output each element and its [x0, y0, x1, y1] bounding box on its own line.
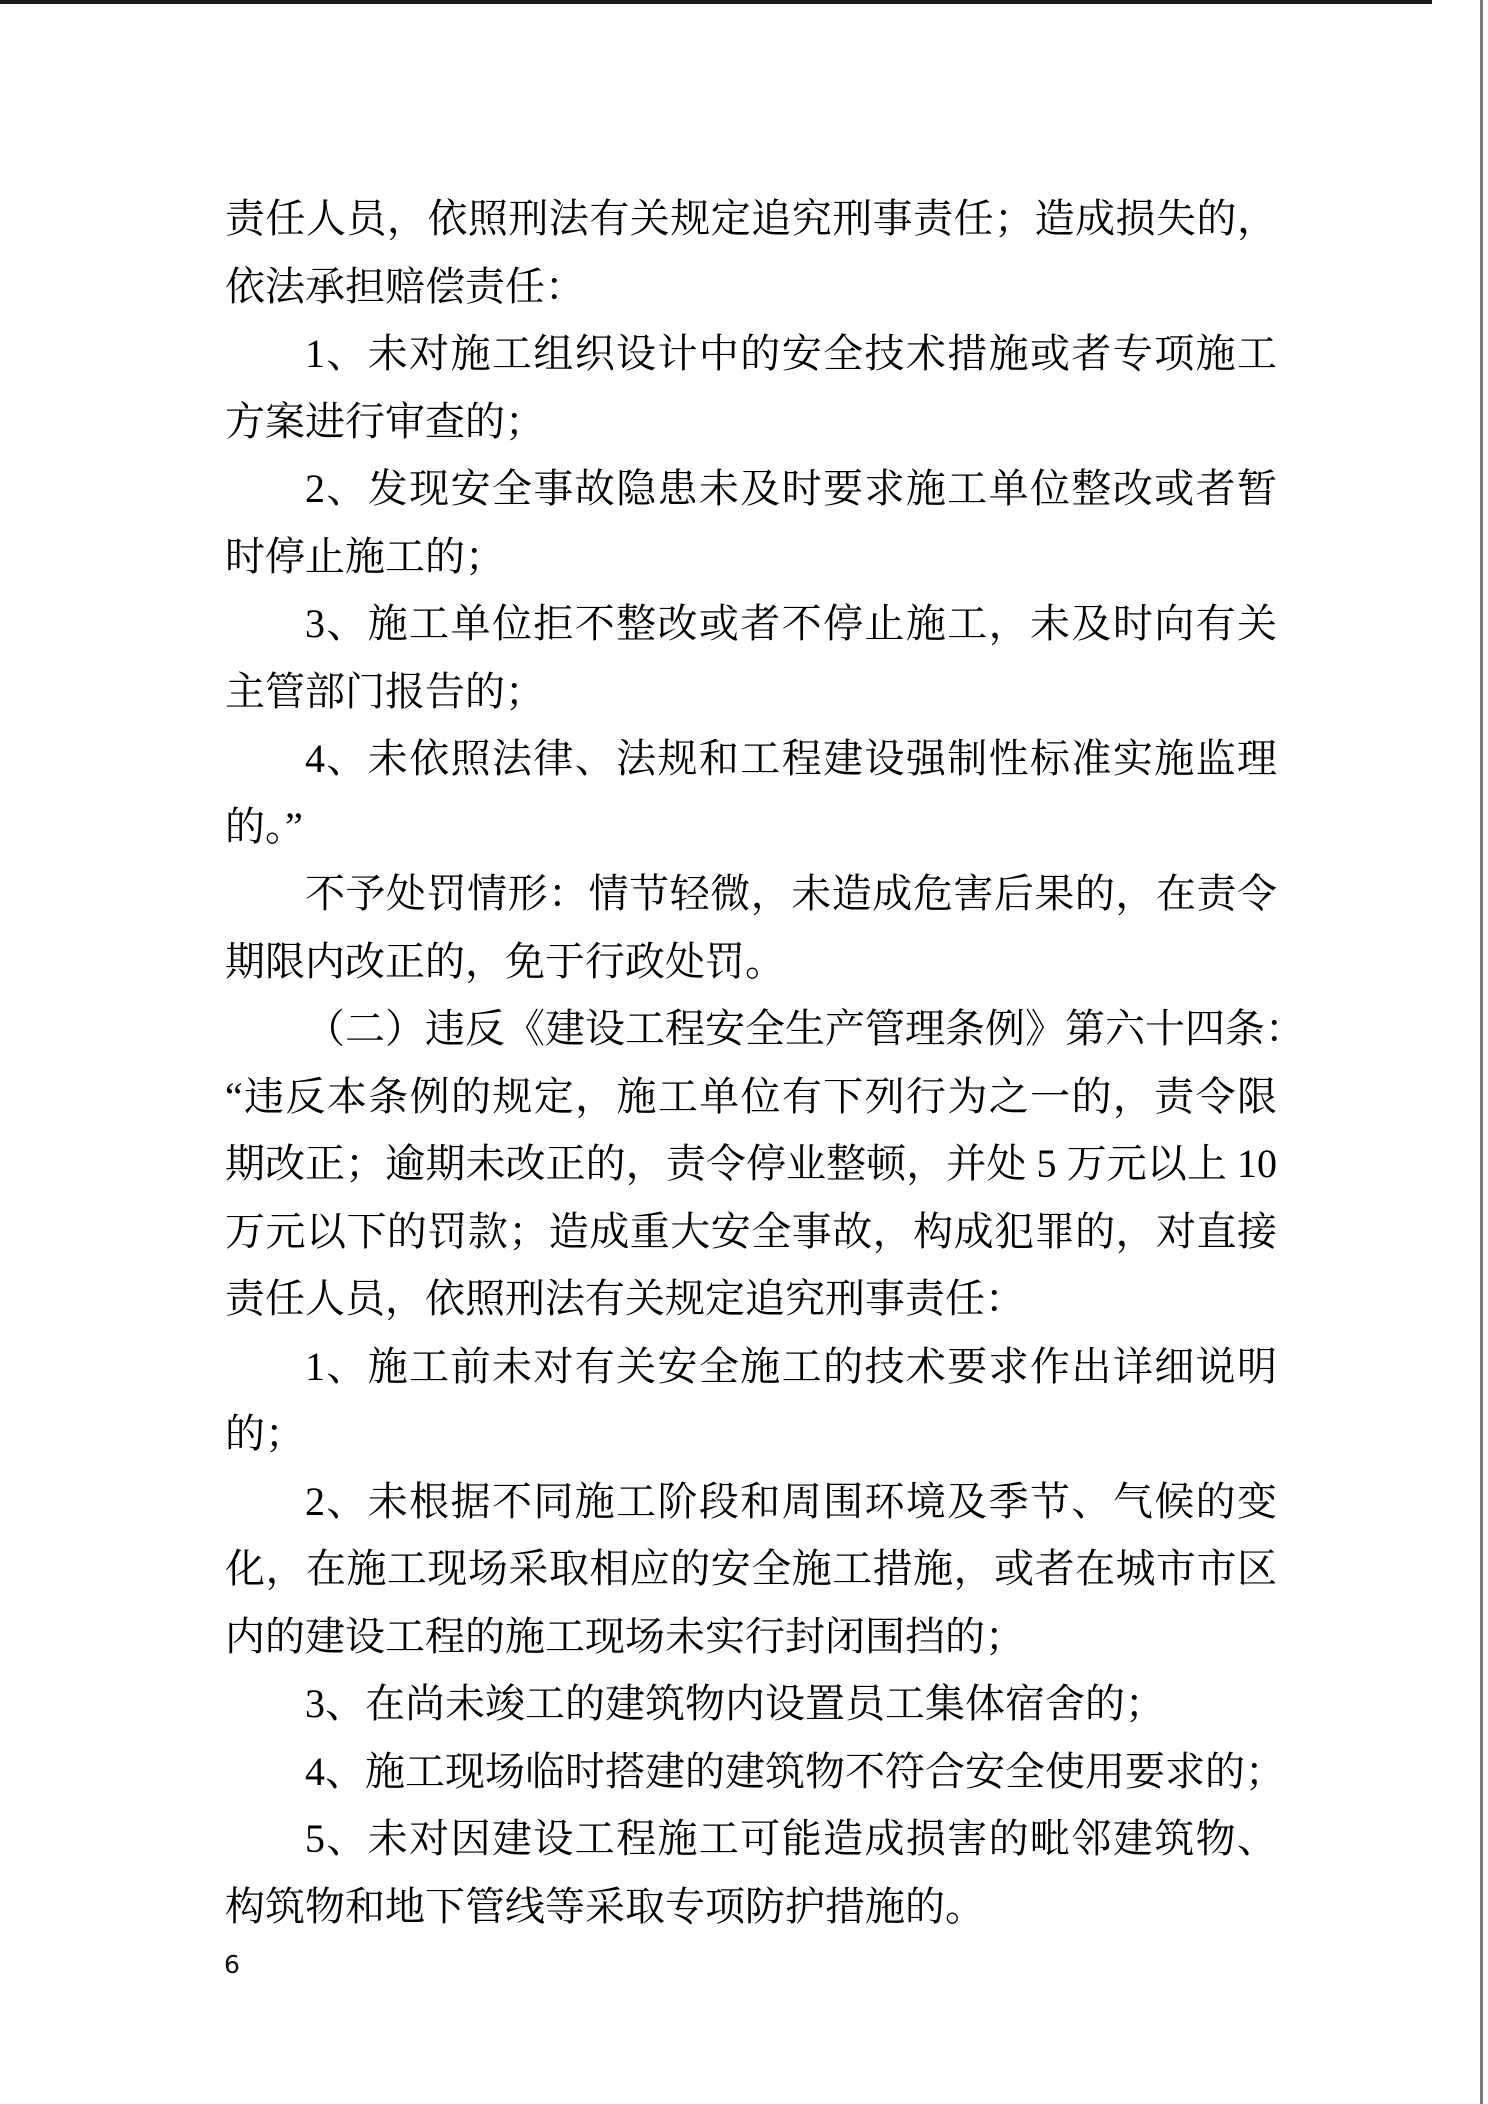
text-line: 5、未对因建设工程施工可能造成损害的毗邻建筑物、 [305, 1816, 1277, 1861]
text-line: 化，在施工现场采取相应的安全施工措施，或者在城市市区 [225, 1546, 1277, 1591]
text-line: 的； [225, 1411, 305, 1456]
text-line: 2、未根据不同施工阶段和周围环境及季节、气候的变 [305, 1478, 1277, 1524]
text-line: 期改正；逾期未改正的，责令停业整顿，并处 5 万元以上 10 [225, 1141, 1277, 1186]
text-line: “违反本条例的规定，施工单位有下列行为之一的，责令限 [225, 1073, 1277, 1119]
text-line: 方案进行审查的； [225, 398, 545, 444]
text-line: 3、在尚未竣工的建筑物内设置员工集体宿舍的； [305, 1681, 1165, 1726]
text-line: 内的建设工程的施工现场未实行封闭围挡的； [225, 1613, 1025, 1659]
text-line: 3、施工单位拒不整改或者不停止施工，未及时向有关 [305, 601, 1277, 646]
text-line: 不予处罚情形：情节轻微，未造成危害后果的，在责令 [305, 871, 1277, 916]
text-line: （二）违反《建设工程安全生产管理条例》第六十四条： [305, 1006, 1305, 1051]
text-line: 期限内改正的，免于行政处罚。 [225, 938, 785, 984]
text-line: 4、施工现场临时搭建的建筑物不符合安全使用要求的； [305, 1748, 1285, 1794]
text-line: 责任人员，依照刑法有关规定追究刑事责任；造成损失的， [225, 196, 1277, 241]
text-line: 2、发现安全事故隐患未及时要求施工单位整改或者暂 [305, 466, 1277, 511]
text-line: 构筑物和地下管线等采取专项防护措施的。 [225, 1883, 985, 1929]
text-line: 时停止施工的； [225, 533, 505, 579]
text-line: 的。” [225, 803, 303, 849]
top-border-bar [0, 0, 1432, 4]
right-edge-line [1480, 0, 1483, 2104]
document-text [225, 185, 1305, 1940]
text-line: 1、施工前未对有关安全施工的技术要求作出详细说明 [305, 1343, 1277, 1389]
text-line: 万元以下的罚款；造成重大安全事故，构成犯罪的，对直接 [225, 1208, 1277, 1254]
text-line: 4、未依照法律、法规和工程建设强制性标准实施监理 [305, 736, 1277, 781]
text-line: 主管部门报告的； [225, 668, 545, 714]
page-number: 6 [224, 1950, 240, 1979]
text-line: 责任人员，依照刑法有关规定追究刑事责任： [225, 1276, 1025, 1321]
text-line: 依法承担赔偿责任： [225, 263, 585, 309]
text-line: 1、未对施工组织设计中的安全技术措施或者专项施工 [305, 331, 1277, 376]
